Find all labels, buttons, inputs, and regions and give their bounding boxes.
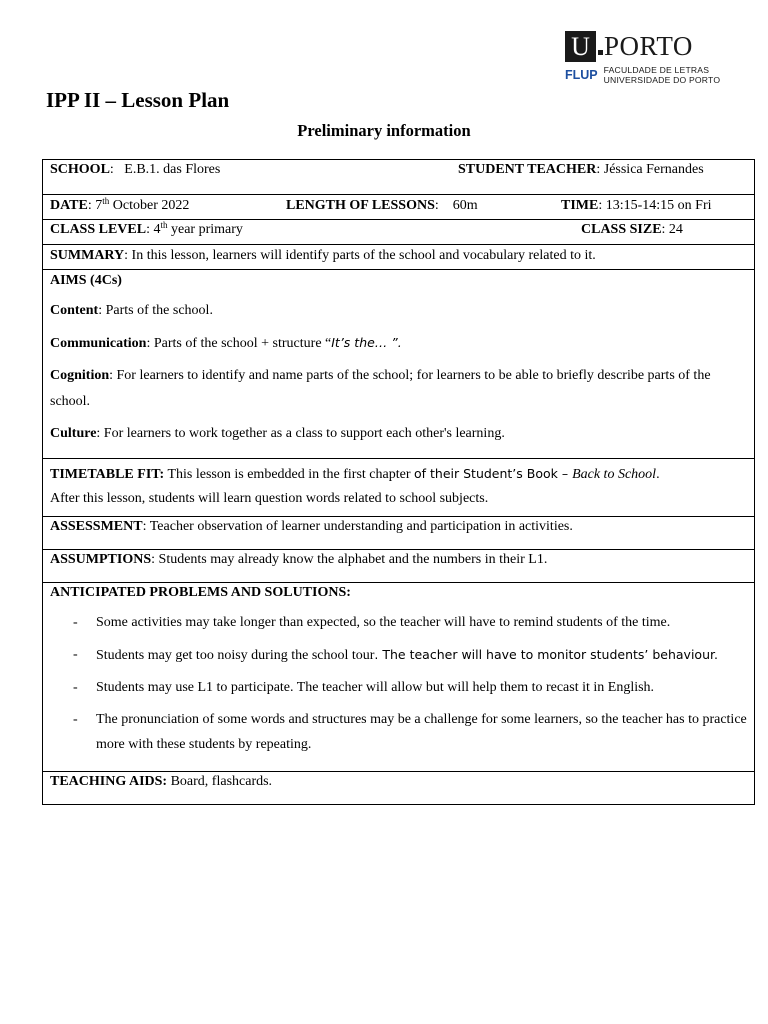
- time-field: TIME: 13:15-14:15 on Fri: [561, 198, 712, 213]
- aims-row: [43, 270, 754, 459]
- aim-culture: Culture: For learners to work together as a class to support each other's learning.: [50, 426, 505, 441]
- school-row: [43, 160, 754, 195]
- date-row: [43, 195, 754, 220]
- list-item: - Students may use L1 to participate. The teacher will allow but will help them to recast it in English.: [73, 680, 655, 695]
- aim-cognition: Cognition: For learners to identify and name parts of the school; for learners to be able to briefly describe parts of the school.: [50, 368, 711, 409]
- logo-flup-text: FLUP: [565, 68, 598, 82]
- logo-porto-text: PORTO: [604, 30, 693, 61]
- aim-communication: Communication: Parts of the school + structure “It’s the… ”.: [50, 335, 402, 351]
- problems-list: [50, 610, 747, 757]
- lesson-plan-table: [42, 159, 755, 805]
- logo-dot: [598, 50, 603, 55]
- student-teacher-field: STUDENT TEACHER: Jéssica Fernandes: [458, 162, 704, 177]
- document-title: IPP II – Lesson Plan: [46, 88, 230, 112]
- school-field: SCHOOL: E.B.1. das Flores: [50, 162, 221, 177]
- document-subtitle: Preliminary information: [297, 121, 471, 140]
- class-level-field: CLASS LEVEL: 4th year primary: [50, 220, 243, 237]
- assumptions-row: ASSUMPTIONS: Students may already know the alphabet and the numbers in their L1.: [43, 550, 754, 583]
- assessment-row: ASSESSMENT: Teacher observation of learner understanding and participation in activities.: [43, 517, 754, 550]
- uporto-logo: [565, 30, 740, 90]
- problems-heading: ANTICIPATED PROBLEMS AND SOLUTIONS:: [50, 585, 351, 600]
- timetable-fit-row: TIMETABLE FIT: This lesson is embedded in the first chapter of their Student’s Book – Back to School. After this lesson, students will learn question words related to school subjects.: [43, 459, 754, 517]
- summary-row: SUMMARY: In this lesson, learners will identify parts of the school and vocabulary related to it.: [43, 245, 754, 270]
- date-field: DATE: 7th October 2022: [50, 196, 190, 213]
- list-item: - Some activities may take longer than expected, so the teacher will have to remind students of the time.: [73, 615, 671, 630]
- length-of-lessons-field: LENGTH OF LESSONS: 60m: [286, 198, 478, 213]
- class-level-row: [43, 220, 754, 245]
- anticipated-problems-row: [43, 583, 754, 772]
- logo-u-mark: U: [565, 31, 596, 62]
- aims-heading: AIMS (4Cs): [50, 273, 122, 288]
- teaching-aids-row: TEACHING AIDS: Board, flashcards.: [50, 774, 273, 789]
- logo-faculty-text: FACULDADE DE LETRAS UNIVERSIDADE DO PORTO: [603, 65, 721, 85]
- list-item: - The pronunciation of some words and structures may be a challenge for some learners, so the teacher has to practice more with these students by repeating.: [73, 712, 747, 752]
- class-size-field: CLASS SIZE: 24: [581, 222, 683, 237]
- list-item: - Students may get too noisy during the school tour. The teacher will have to monitor students’ behaviour.: [73, 647, 718, 663]
- aim-content: Content: Parts of the school.: [50, 303, 213, 318]
